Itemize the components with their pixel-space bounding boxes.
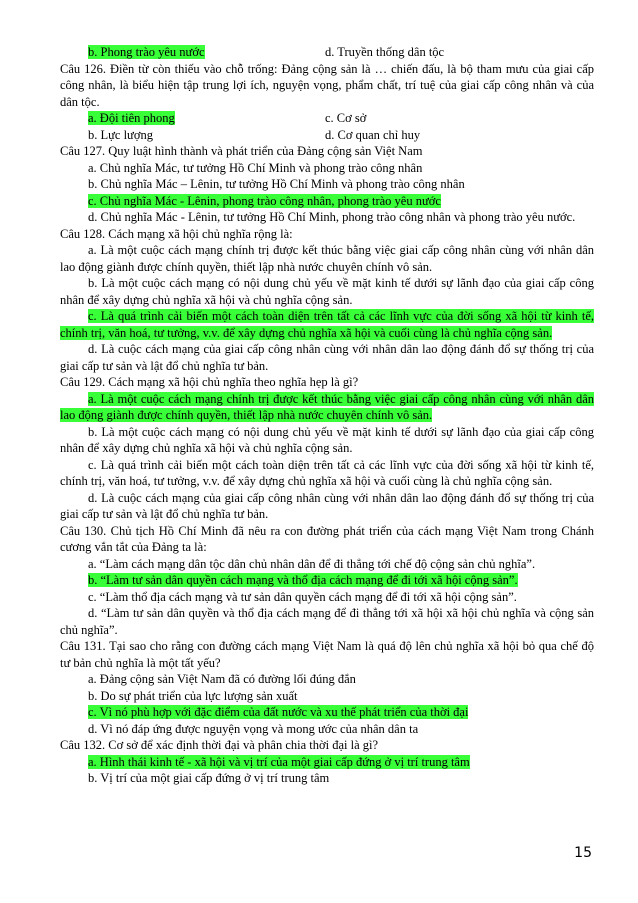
- q129-question: Câu 129. Cách mạng xã hội chủ nghĩa theo nghĩa hẹp là gì?: [60, 375, 359, 389]
- q127-question: Câu 127. Quy luật hình thành và phát triển của Đảng cộng sản Việt Nam: [60, 144, 423, 158]
- q132-option-b: b. Vị trí của một giai cấp đứng ở vị trí trung tâm: [88, 771, 330, 785]
- q127-option-b: b. Chủ nghĩa Mác – Lênin, tư tưởng Hồ Chí Minh và phong trào công nhân: [88, 177, 465, 191]
- q132-option-a-correct: a. Hình thái kinh tế - xã hội và vị trí của một giai cấp đứng ở vị trí trung tâm: [88, 754, 470, 769]
- q131-option-c-correct: c. Vì nó phù hợp với đặc điểm của đất nước và xu thế phát triển của thời đại: [88, 705, 469, 719]
- q128-option-d: d. Là cuộc cách mạng của giai cấp công nhân cùng với nhân dân lao động đánh đổ sự thống trị của giai cấp tư sản và lật đổ chủ nghĩa tư bản.: [60, 342, 594, 373]
- q129-option-d: d. Là cuộc cách mạng của giai cấp công nhân cùng với nhân dân lao động đánh đổ sự thống trị của giai cấp tư sản và lật đổ chủ nghĩa tư bản.: [60, 490, 594, 521]
- q126-option-d: d. Cơ quan chỉ huy: [325, 127, 421, 142]
- q127-option-c-correct: c. Chủ nghĩa Mác - Lênin, phong trào công nhân, phong trào yêu nước: [88, 193, 441, 208]
- q130-option-a: a. “Làm cách mạng dân tộc dân chủ nhân dân để đi thẳng tới chế độ cộng sản chủ nghĩa”.: [88, 556, 536, 571]
- page-content: [60, 44, 594, 787]
- q126-question: Câu 126. Điền từ còn thiếu vào chỗ trống: Đảng cộng sản là … chiến đấu, là bộ tham mưu của giai cấp công nhân, là biểu hiện tập trung lợi ích, nguyện vọng, phẩm chất, trí tuệ của giai cấp công nhân và của dân tộc.: [60, 61, 594, 109]
- q131-option-d: d. Vì nó đáp ứng được nguyện vọng và mong ước của nhân dân ta: [88, 721, 419, 736]
- q125-option-b-correct: b. Phong trào yêu nước: [88, 45, 205, 59]
- q128-option-b: b. Là một cuộc cách mạng có nội dung chủ yếu về mặt kinh tế dưới sự lãnh đạo của giai cấp công nhân để xây dựng chủ nghĩa xã hội và chủ nghĩa cộng sản.: [60, 276, 594, 307]
- q125-option-d: d. Truyền thống dân tộc: [325, 45, 445, 59]
- q126-options-row-2: [60, 127, 594, 144]
- q129-option-b: b. Là một cuộc cách mạng có nội dung chủ yếu về mặt kinh tế dưới sự lãnh đạo của giai cấp công nhân để xây dựng chủ nghĩa xã hội và chủ nghĩa cộng sản.: [60, 424, 594, 455]
- q125-options-row: [60, 44, 594, 61]
- q126-options-row-1: [60, 110, 594, 127]
- q131-option-a: a. Đảng cộng sản Việt Nam đã có đường lối đúng đắn: [88, 672, 356, 686]
- q132-question: Câu 132. Cơ sở để xác định thời đại và phân chia thời đại là gì?: [60, 738, 379, 752]
- q131-question: Câu 131. Tại sao cho rằng con đường cách mạng Việt Nam là quá độ lên chủ nghĩa xã hội bỏ qua chế độ tư bản chủ nghĩa là một tất yếu?: [60, 639, 594, 670]
- q126-option-c: c. Cơ sở: [325, 111, 367, 125]
- q130-option-b-correct: b. “Làm tư sản dân quyền cách mạng và thổ địa cách mạng để đi tới xã hội cộng sản”.: [88, 573, 518, 587]
- q130-question: Câu 130. Chủ tịch Hồ Chí Minh đã nêu ra con đường phát triển của cách mạng Việt Nam trong Chánh cương vắn tắt của Đảng ta là:: [60, 523, 594, 554]
- q127-option-d: d. Chủ nghĩa Mác - Lênin, tư tưởng Hồ Chí Minh, phong trào công nhân và phong trào yêu nước.: [88, 210, 576, 224]
- q126-option-b: b. Lực lượng: [88, 127, 153, 142]
- q128-option-a: a. Là một cuộc cách mạng chính trị được kết thúc bằng việc giai cấp công nhân cùng với nhân dân lao động giành được chính quyền, thiết lập nhà nước chuyên chính vô sản.: [60, 243, 594, 274]
- q128-option-c-correct: c. Là quá trình cải biến một cách toàn diện trên tất cả các lĩnh vực của đời sống xã hội từ kinh tế, chính trị, văn hoá, tư tưởng, v.v. để xây dựng chủ nghĩa xã hội và cuối cùng là chủ nghĩa cộng sản.: [60, 309, 594, 340]
- q129-option-a-correct: a. Là một cuộc cách mạng chính trị được kết thúc bằng việc giai cấp công nhân cùng với nhân dân lao động giành được chính quyền, thiết lập nhà nước chuyên chính vô sản.: [60, 391, 594, 422]
- page-number: 15: [574, 845, 592, 861]
- q126-option-a-correct: a. Đội tiên phong: [88, 111, 175, 125]
- q129-option-c: c. Là quá trình cải biến một cách toàn diện trên tất cả các lĩnh vực của đời sống xã hội từ kinh tế, chính trị, văn hoá, tư tưởng, v.v. để xây dựng chủ nghĩa xã hội và cuối cùng là chủ nghĩa cộng sản.: [60, 457, 594, 488]
- q130-option-d: d. “Làm tư sản dân quyền và thổ địa cách mạng để đi thẳng tới xã hội xã hội chủ nghĩa và cộng sản chủ nghĩa”.: [60, 606, 594, 637]
- q130-option-c: c. “Làm thổ địa cách mạng và tư sản dân quyền cách mạng để đi tới xã hội cộng sản”.: [88, 589, 517, 604]
- q128-question: Câu 128. Cách mạng xã hội chủ nghĩa rộng là:: [60, 226, 293, 241]
- q131-option-b: b. Do sự phát triển của lực lượng sản xuất: [88, 688, 298, 703]
- q127-option-a: a. Chủ nghĩa Mác, tư tưởng Hồ Chí Minh và phong trào công nhân: [88, 160, 423, 175]
